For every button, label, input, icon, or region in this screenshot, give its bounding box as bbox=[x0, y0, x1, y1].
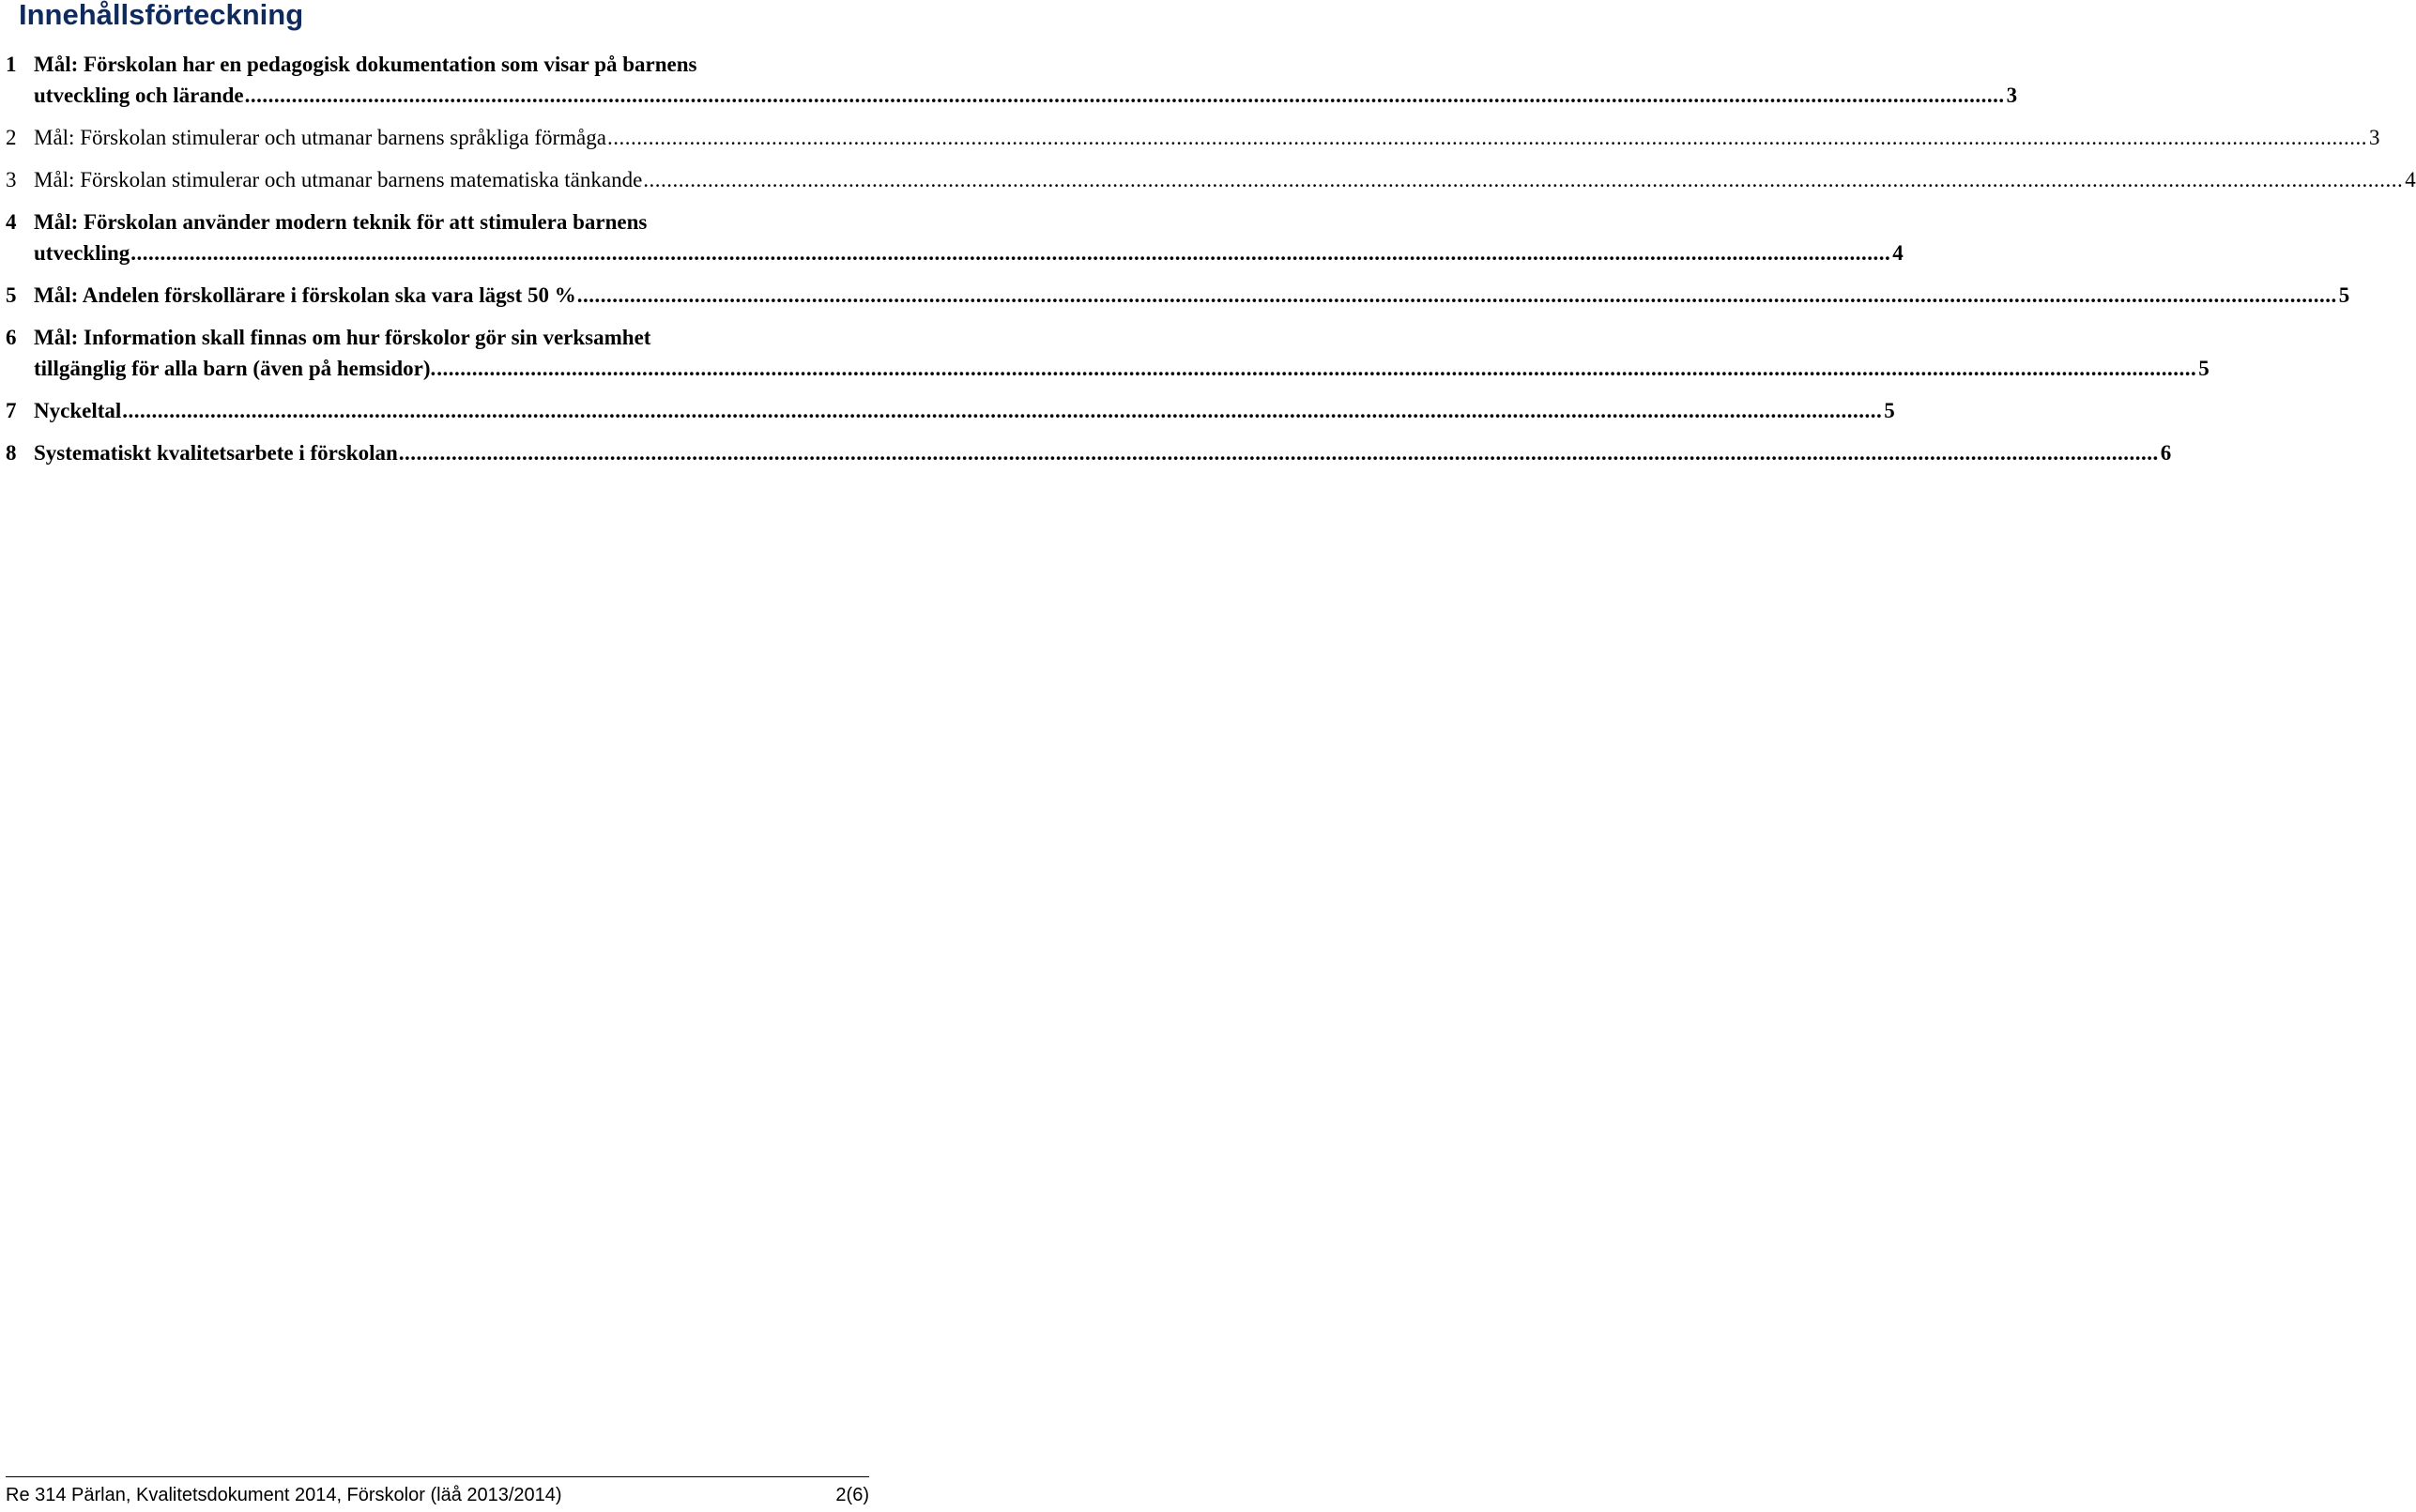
toc-entry-title: Nyckeltal bbox=[34, 399, 122, 422]
toc-entry-page: 5 bbox=[2198, 357, 2210, 380]
dot-leader: ............................................................................................................................................................................................................................................................................................................ bbox=[576, 283, 2337, 307]
toc-entry-page: 5 bbox=[1884, 399, 1895, 422]
dot-leader: ............................................................................................................................................................................................................................................................................................................ bbox=[244, 84, 2005, 107]
toc-entry-title: Systematiskt kvalitetsarbete i förskolan bbox=[34, 441, 398, 465]
toc-entry-7[interactable] bbox=[6, 395, 1895, 426]
toc-entry-title-line2: utveckling och lärande bbox=[34, 84, 244, 107]
toc-entry-3[interactable] bbox=[6, 164, 2416, 195]
toc-entry-number: 8 bbox=[6, 441, 17, 465]
toc-entry-title-line1: Mål: Förskolan använder modern teknik för att stimulera barnens bbox=[34, 210, 648, 234]
table-of-contents bbox=[6, 49, 2416, 480]
toc-entry-page: 4 bbox=[2405, 168, 2416, 191]
toc-entry-page: 5 bbox=[2338, 283, 2350, 307]
toc-entry-number: 1 bbox=[6, 53, 17, 76]
dot-leader: ............................................................................................................................................................................................................................................................................................................ bbox=[122, 399, 1883, 422]
toc-entry-number: 4 bbox=[6, 210, 17, 234]
toc-entry-page: 4 bbox=[1892, 241, 1904, 265]
footer-document-info: Re 314 Pärlan, Kvalitetsdokument 2014, Förskolor (läå 2013/2014) bbox=[6, 1485, 562, 1505]
toc-entry-title: Mål: Andelen förskollärare i förskolan ska vara lägst 50 % bbox=[34, 283, 576, 307]
toc-entry-number: 7 bbox=[6, 399, 17, 422]
toc-entry-title-line1: Mål: Information skall finnas om hur förskolor gör sin verksamhet bbox=[34, 326, 651, 349]
dot-leader: ............................................................................................................................................................................................................................................................................................................ bbox=[643, 168, 2404, 191]
dot-leader: ............................................................................................................................................................................................................................................................................................................ bbox=[398, 441, 2159, 465]
dot-leader: ............................................................................................................................................................................................................................................................................................................ bbox=[436, 357, 2197, 380]
toc-entry-5[interactable] bbox=[6, 280, 2350, 311]
toc-entry-4[interactable] bbox=[6, 206, 1904, 268]
toc-entry-page: 6 bbox=[2160, 441, 2172, 465]
toc-entry-number: 6 bbox=[6, 326, 17, 349]
toc-entry-page: 3 bbox=[2006, 84, 2018, 107]
toc-entry-title-line2: utveckling bbox=[34, 241, 130, 265]
toc-entry-title: Mål: Förskolan stimulerar och utmanar barnens matematiska tänkande bbox=[34, 168, 643, 191]
toc-entry-number: 3 bbox=[6, 168, 17, 191]
dot-leader: ............................................................................................................................................................................................................................................................................................................ bbox=[606, 126, 2367, 149]
toc-entry-number: 2 bbox=[6, 126, 17, 149]
toc-entry-6[interactable] bbox=[6, 322, 2210, 384]
toc-entry-title-line2: tillgänglig för alla barn (även på hemsidor). bbox=[34, 357, 436, 380]
toc-entry-2[interactable] bbox=[6, 122, 2380, 153]
toc-entry-title: Mål: Förskolan stimulerar och utmanar barnens språkliga förmåga bbox=[34, 126, 606, 149]
page-footer bbox=[6, 1476, 869, 1506]
toc-entry-number: 5 bbox=[6, 283, 17, 307]
toc-entry-8[interactable] bbox=[6, 437, 2172, 468]
toc-entry-title-line1: Mål: Förskolan har en pedagogisk dokumentation som visar på barnens bbox=[34, 53, 697, 76]
footer-page-number: 2(6) bbox=[835, 1485, 869, 1505]
toc-entry-1[interactable] bbox=[6, 49, 2018, 111]
toc-heading: Innehållsförteckning bbox=[19, 0, 304, 31]
dot-leader: ............................................................................................................................................................................................................................................................................................................ bbox=[130, 241, 1891, 265]
toc-entry-page: 3 bbox=[2368, 126, 2380, 149]
